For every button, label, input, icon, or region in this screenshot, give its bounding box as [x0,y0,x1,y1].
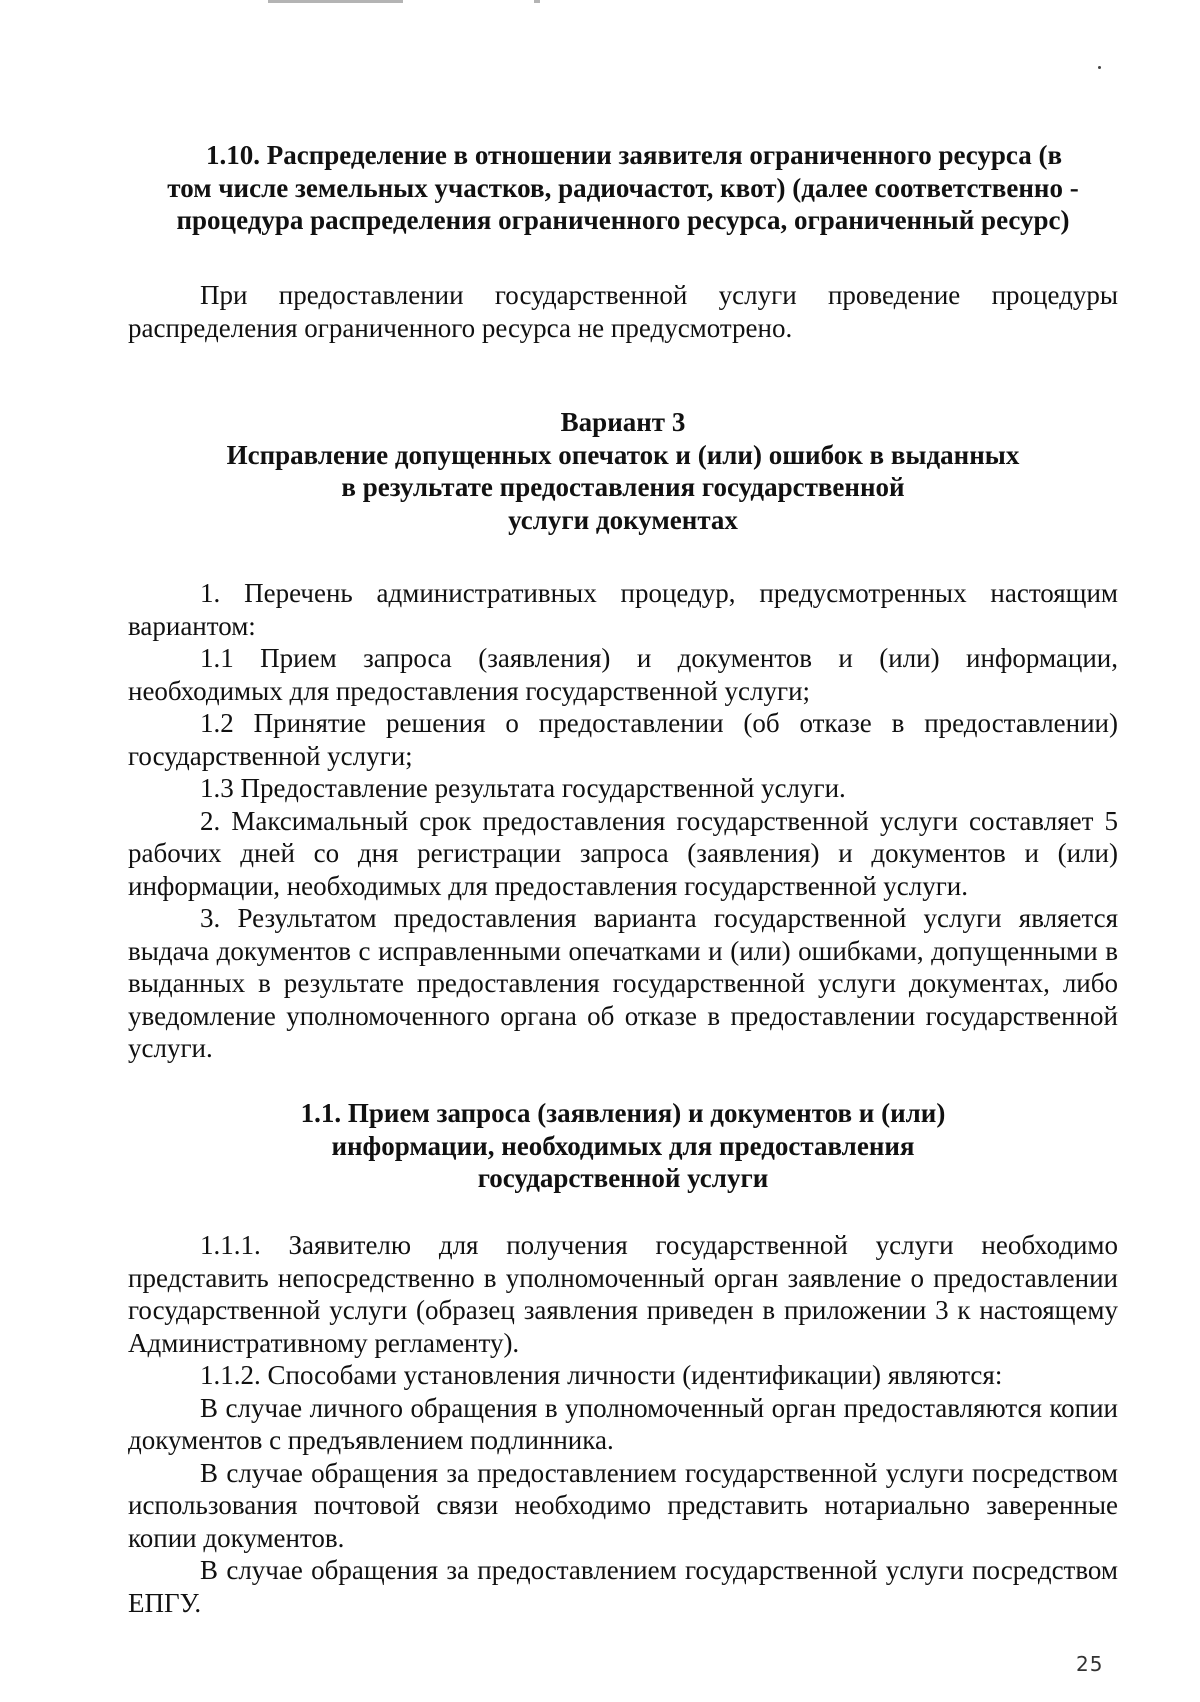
paragraph: 2. Максимальный срок предоставления государственной услуги составляет 5 рабочих дней со дня регистрации запроса (заявления) и документов и (или) информации, необходимых для предоставления государственной услуги. [128,805,1118,901]
section-1-1-heading [128,1097,1118,1195]
scan-artifact [1098,66,1101,69]
paragraph: 1.1.2. Способами установления личности (идентификации) являются: [200,1360,1003,1390]
paragraph: 1.1.1. Заявителю для получения государственной услуги необходимо представить непосредственно в уполномоченный орган заявление о предоставлении государственной услуги (образец заявления приведен в приложении 3 к настоящему Административному регламенту). [128,1230,1118,1358]
variant-3-heading [128,406,1118,536]
section-1-10-heading [128,139,1118,237]
heading-line: Исправление допущенных опечаток и (или) ошибок в выданных [226,439,1020,470]
paragraph: 1.2 Принятие решения о предоставлении (об отказе в предоставлении) государственной услуги; [128,708,1118,771]
variant-3-body [128,577,1118,1065]
heading-line: в результате предоставления государственной [341,472,905,502]
section-1-10 [128,139,1118,237]
section-1-1-body [128,1229,1118,1619]
section-1-1 [128,1097,1118,1195]
scan-artifact [534,0,540,3]
heading-line: 1.1. Прием запроса (заявления) и документов и (или) [300,1098,946,1128]
heading-line: информации, необходимых для предоставления [331,1130,915,1161]
paragraph: 1. Перечень административных процедур, предусмотренных настоящим вариантом: [128,578,1118,641]
paragraph: 1.1 Прием запроса (заявления) и документов и (или) информации, необходимых для предоставления государственной услуги; [128,643,1118,706]
paragraph: При предоставлении государственной услуги проведение процедуры распределения ограниченного ресурса не предусмотрено. [128,280,1118,343]
heading-line: Вариант 3 [560,407,686,437]
paragraph: В случае обращения за предоставлением государственной услуги посредством использования почтовой связи необходимо представить нотариально заверенные копии документов. [128,1457,1118,1553]
paragraph: В случае обращения за предоставлением государственной услуги посредством ЕПГУ. [128,1555,1118,1618]
heading-line: 1.10. Распределение в отношении заявителя ограниченного ресурса (в [206,140,1063,170]
heading-line: том числе земельных участков, радиочастот, квот) (далее соответственно - [167,172,1079,203]
heading-line: услуги документах [508,504,738,535]
scan-artifact [268,0,403,3]
page-number: 25 [1076,1652,1104,1676]
paragraph: 3. Результатом предоставления варианта государственной услуги является выдача документов с исправленными опечатками и (или) ошибками, допущенными в выданных в результате предоставления государственной услуги документах, либо уведомление уполномоченного органа об отказе в предоставлении государственной услуги. [128,903,1118,1063]
section-1-10-body [128,279,1118,344]
variant-3 [128,406,1118,536]
paragraph: 1.3 Предоставление результата государственной услуги. [200,773,846,803]
heading-line: государственной услуги [477,1163,769,1193]
paragraph: В случае личного обращения в уполномоченный орган предоставляются копии документов с предъявлением подлинника. [128,1392,1118,1455]
heading-line: процедура распределения ограниченного ресурса, ограниченный ресурс) [176,205,1070,235]
